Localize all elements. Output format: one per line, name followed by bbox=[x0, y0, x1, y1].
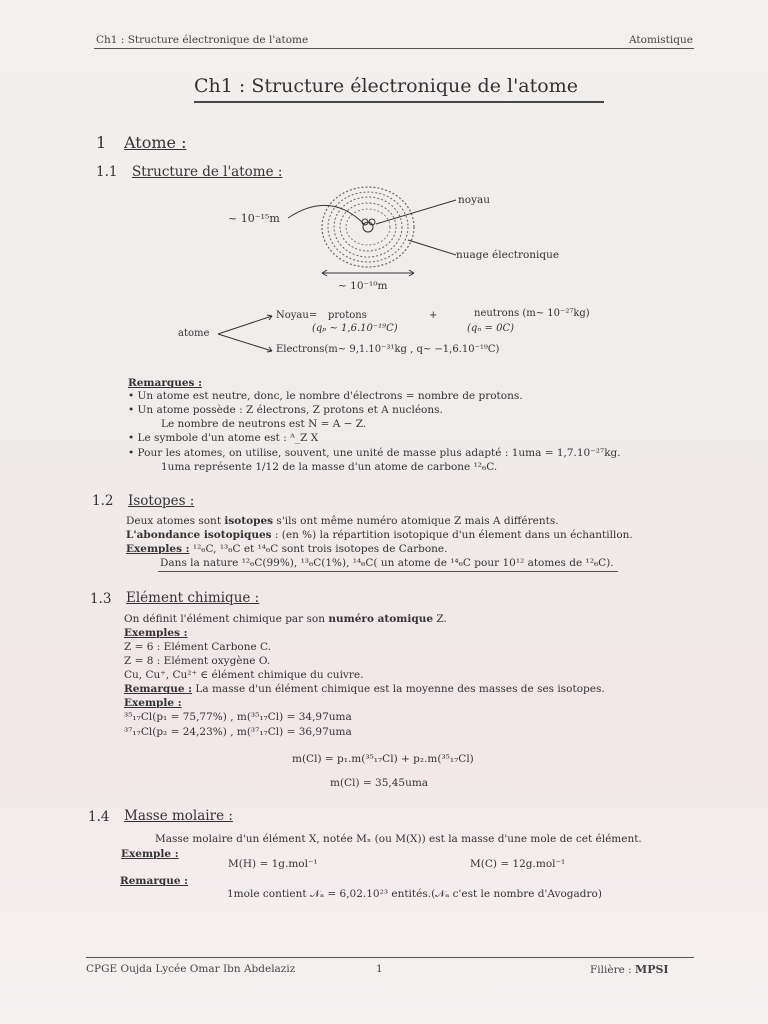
isotope-definition: Deux atomes sont isotopes s'ils ont même numéro atomique Z mais A différents. bbox=[126, 515, 559, 527]
proton-charge: (qₚ ~ 1,6.10⁻¹⁹C) bbox=[312, 323, 398, 334]
chlorine-isotope: ³⁷₁₇Cl(p₂ = 24,23%) , m(³⁷₁₇Cl) = 36,97uma bbox=[124, 726, 352, 738]
abundance-definition: L'abondance isotopiques : (en %) la répartition isotopique d'un élement dans un échantillon. bbox=[126, 529, 633, 541]
neutrons-label: neutrons (m~ 10⁻²⁷kg) bbox=[474, 308, 590, 319]
element-example: Z = 8 : Elément oxygène O. bbox=[124, 655, 271, 667]
remark-label: Remarque : bbox=[120, 875, 189, 887]
header-chapter: Ch1 : Structure électronique de l'atome bbox=[96, 34, 309, 46]
remark-item: • Un atome possède : Z électrons, Z protons et A nucléons. bbox=[128, 404, 443, 416]
element-definition: On définit l'élément chimique par son numéro atomique Z. bbox=[124, 613, 447, 625]
element-example: Cu, Cu⁺, Cu²⁺ ∈ élément chimique du cuivre. bbox=[124, 669, 364, 681]
remark-item: 1uma représente 1/12 de la masse d'un atome de carbone ¹²₆C. bbox=[161, 461, 498, 473]
subsection-title: Elément chimique : bbox=[126, 590, 260, 606]
page-number: 1 bbox=[376, 963, 383, 975]
nucleus-icon bbox=[362, 219, 375, 232]
nucleus-size-pointer bbox=[288, 205, 364, 224]
protons-label: protons bbox=[328, 310, 367, 321]
atom-diagram bbox=[220, 180, 580, 292]
tree-root: atome bbox=[178, 328, 210, 339]
example-label: Exemple : bbox=[121, 848, 179, 860]
natural-abundance: Dans la nature ¹²₆C(99%), ¹³₆C(1%), ¹⁴₆C( un atome de ¹⁴₆C pour 10¹² atomes de ¹²₆C). bbox=[160, 557, 614, 569]
section-number: 1 bbox=[96, 133, 107, 152]
element-remark: Remarque : La masse d'un élément chimique est la moyenne des masses de ses isotopes. bbox=[124, 683, 605, 695]
footer-rule bbox=[86, 957, 694, 958]
example-label: Exemple : bbox=[124, 697, 182, 709]
remark-item: • Pour les atomes, on utilise, souvent, une unité de masse plus adapté : 1uma = 1,7.10⁻²⁷kg. bbox=[128, 447, 621, 459]
noyau-eq: Noyau= bbox=[276, 310, 318, 321]
molar-mass-definition: Masse molaire d'un élément X, notée Mₓ (ou M(X)) est la masse d'une mole de cet élément. bbox=[155, 833, 642, 845]
nuage-label: nuage électronique bbox=[456, 249, 560, 261]
subsection-title: Isotopes : bbox=[128, 493, 195, 509]
header-rule bbox=[94, 48, 694, 49]
element-example: Z = 6 : Elément Carbone C. bbox=[124, 641, 272, 653]
subsection-title: Structure de l'atome : bbox=[132, 164, 283, 180]
plus-sign: + bbox=[429, 310, 438, 321]
molar-mass-carbon: M(C) = 12g.mol⁻¹ bbox=[470, 858, 566, 870]
remarks-title: Remarques : bbox=[128, 377, 202, 389]
subsection-number: 1.2 bbox=[92, 493, 114, 509]
title-rule bbox=[194, 101, 604, 103]
section-title: Atome : bbox=[124, 133, 187, 152]
footer-school: CPGE Oujda Lycée Omar Ibn Abdelaziz bbox=[86, 963, 296, 975]
subsection-title: Masse molaire : bbox=[124, 808, 233, 824]
noyau-label: noyau bbox=[458, 194, 491, 206]
molar-mass-hydrogen: M(H) = 1g.mol⁻¹ bbox=[228, 858, 318, 870]
noyau-pointer bbox=[376, 200, 456, 224]
nuage-pointer bbox=[408, 240, 456, 255]
neutron-charge: (qₙ = 0C) bbox=[467, 323, 515, 334]
chlorine-isotope: ³⁵₁₇Cl(p₁ = 75,77%) , m(³⁵₁₇Cl) = 34,97uma bbox=[124, 711, 352, 723]
mass-equation: m(Cl) = p₁.m(³⁵₁₇Cl) + p₂.m(³⁵₁₇Cl) bbox=[292, 753, 474, 765]
remark-item: • Le symbole d'un atome est : ᴬ_Z X bbox=[128, 432, 319, 444]
mass-result: m(Cl) = 35,45uma bbox=[330, 777, 429, 789]
remark-item: • Un atome est neutre, donc, le nombre d'électrons = nombre de protons. bbox=[128, 390, 523, 402]
subsection-number: 1.1 bbox=[96, 164, 118, 180]
footer-track: Filière : MPSI bbox=[590, 963, 669, 976]
examples-label: Exemples : bbox=[124, 627, 188, 639]
nucleus-size-label: ~ 10⁻¹⁵m bbox=[228, 212, 280, 225]
atom-size-label: ~ 10⁻¹⁰m bbox=[338, 280, 388, 292]
avogadro-remark: 1mole contient 𝒩ₐ = 6,02.10²³ entités.(𝒩ₐ c'est le nombre d'Avogadro) bbox=[227, 888, 602, 900]
subsection-number: 1.4 bbox=[88, 809, 110, 825]
header-subject: Atomistique bbox=[629, 34, 693, 46]
subsection-number: 1.3 bbox=[90, 591, 112, 607]
electron-cloud bbox=[322, 187, 414, 267]
remark-item: Le nombre de neutrons est N = A − Z. bbox=[161, 418, 367, 430]
nature-underline bbox=[158, 571, 618, 572]
isotope-examples: Exemples : ¹²₆C, ¹³₆C et ¹⁴₆C sont trois isotopes de Carbone. bbox=[126, 543, 448, 555]
electrons-label: Electrons(m~ 9,1.10⁻³¹kg , q~ −1,6.10⁻¹⁹C) bbox=[276, 344, 500, 355]
page-title: Ch1 : Structure électronique de l'atome bbox=[194, 75, 578, 97]
